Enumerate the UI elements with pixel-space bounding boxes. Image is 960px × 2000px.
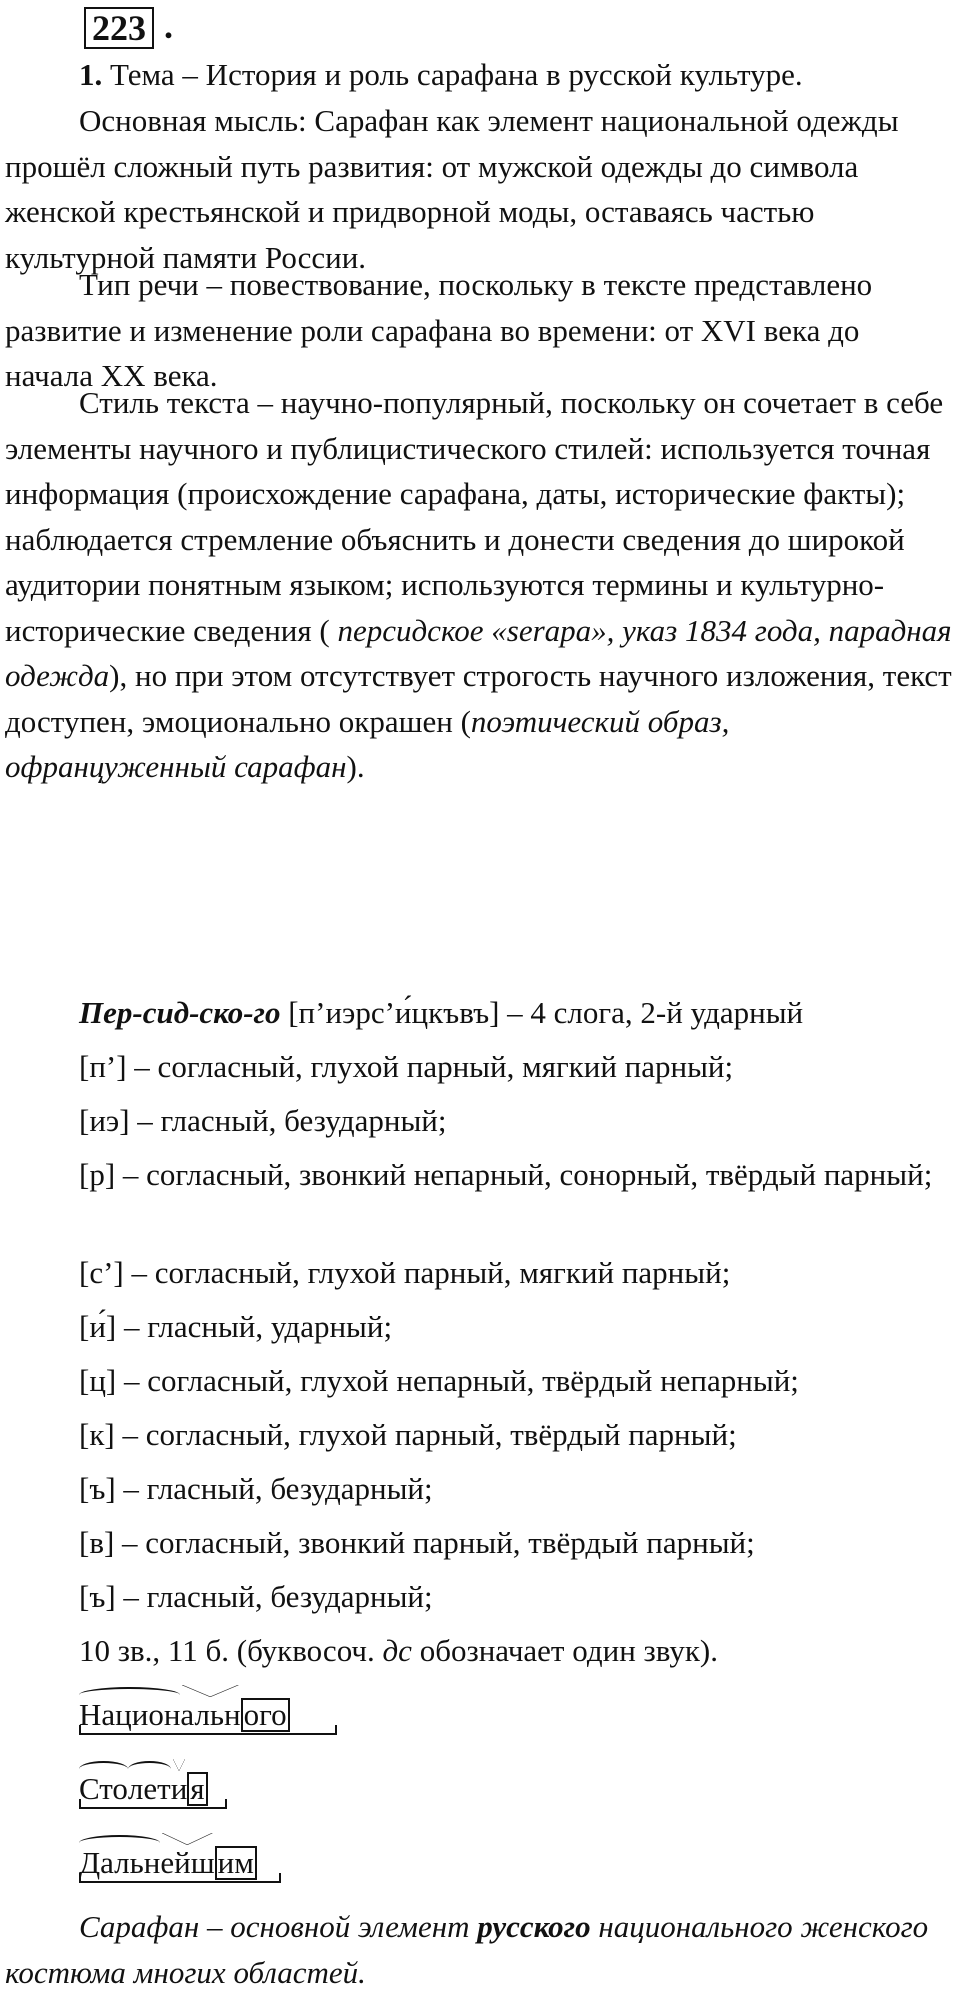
- item-number: 1.: [79, 57, 103, 92]
- summary-letters-italic: дс: [382, 1633, 412, 1668]
- sound-line: [иэ] – гласный, безударный;: [79, 1103, 447, 1138]
- phonetic-word: Пер-сид-ско-го: [79, 995, 281, 1030]
- final-bold-word: русского: [477, 1909, 591, 1944]
- morpheme-suffix: и: [170, 1771, 188, 1806]
- sound-line: [ъ] – гласный, безударный;: [79, 1471, 433, 1506]
- sound-line: [в] – согласный, звонкий парный, твёрдый парный;: [79, 1525, 755, 1560]
- morpheme-word-3: [79, 1845, 257, 1881]
- style-images-italic: поэтический образ, офранцуженный сарафан: [5, 703, 730, 784]
- phonetic-transcription: [п’иэрс’и́цкъвъ] – 4 слога, 2-й ударный: [280, 995, 804, 1030]
- morpheme-base-bracket: [79, 1725, 337, 1735]
- main-idea-paragraph: Основная мысль: Сарафан как элемент национальной одежды прошёл сложный путь развития: от мужской одежды до символа женской крестьянской и придворной моды, оставаясь частью культурной памяти России.: [5, 103, 899, 275]
- final-text-b: национального женского костюма многих областей.: [5, 1909, 929, 1990]
- morpheme-root: Национ: [79, 1697, 181, 1732]
- style-paragraph: [5, 380, 955, 790]
- morpheme-word-1: [79, 1697, 290, 1733]
- morpheme-root: Дальн: [79, 1845, 161, 1880]
- morpheme-word-2: [79, 1771, 208, 1807]
- morpheme-ending: ого: [241, 1698, 290, 1732]
- phonetic-word-line: [5, 990, 960, 1036]
- style-examples-italic: персидское «serapa», указ 1834 года, парадная одежда: [5, 612, 952, 693]
- final-text-a: Сарафан – основной элемент: [79, 1909, 478, 1944]
- final-sentence: [5, 1904, 955, 1995]
- morpheme-base-bracket: [79, 1799, 227, 1809]
- style-text-a: Стиль текста – научно-популярный, поскольку он сочетает в себе элементы научного и публицистического стилей: используется точная информация (происхождение сарафана, даты, исторические факты); наблюдается стремление объяснить и донести сведения до широкой аудитории понятным языком; используются термины и культурно-исторические сведения (: [5, 385, 944, 648]
- morpheme-root-2: лет: [127, 1771, 171, 1806]
- sound-line: [ц] – согласный, глухой непарный, твёрдый непарный;: [79, 1363, 799, 1398]
- summary-text-b: обозначает один звук).: [411, 1633, 718, 1668]
- sound-line: [и́] – гласный, ударный;: [79, 1309, 393, 1344]
- morpheme-suffix: ейш: [160, 1845, 215, 1880]
- sound-line: [с’] – согласный, глухой парный, мягкий парный;: [79, 1255, 731, 1290]
- summary-text-a: 10 зв., 11 б. (буквосоч.: [79, 1633, 383, 1668]
- morpheme-ending: я: [187, 1772, 207, 1806]
- sound-line: [к] – согласный, глухой парный, твёрдый парный;: [79, 1417, 737, 1452]
- exercise-number-dot: .: [164, 6, 173, 46]
- style-text-c: ).: [346, 749, 365, 784]
- morpheme-root: Сто: [79, 1771, 128, 1806]
- morpheme-suffix: альн: [180, 1697, 241, 1732]
- phonetic-summary: [5, 1628, 960, 1674]
- style-text-b: ), но при этом отсутствует строгость научного изложения, текст доступен, эмоционально окрашен (: [5, 658, 952, 739]
- sound-line: [п’] – согласный, глухой парный, мягкий парный;: [79, 1049, 734, 1084]
- speech-type-paragraph: Тип речи – повествование, поскольку в тексте представлено развитие и изменение роли сарафана во времени: от XVI века до начала XX века.: [5, 267, 873, 393]
- exercise-number: 223: [84, 7, 154, 49]
- morpheme-ending: им: [215, 1846, 257, 1880]
- topic-text: Тема – История и роль сарафана в русской культуре.: [102, 57, 803, 92]
- sound-line: [р] – согласный, звонкий непарный, сонорный, твёрдый парный;: [79, 1157, 933, 1192]
- sound-line: [ъ] – гласный, безударный;: [79, 1579, 433, 1614]
- topic-paragraph: [5, 52, 955, 98]
- morpheme-base-bracket: [79, 1873, 281, 1883]
